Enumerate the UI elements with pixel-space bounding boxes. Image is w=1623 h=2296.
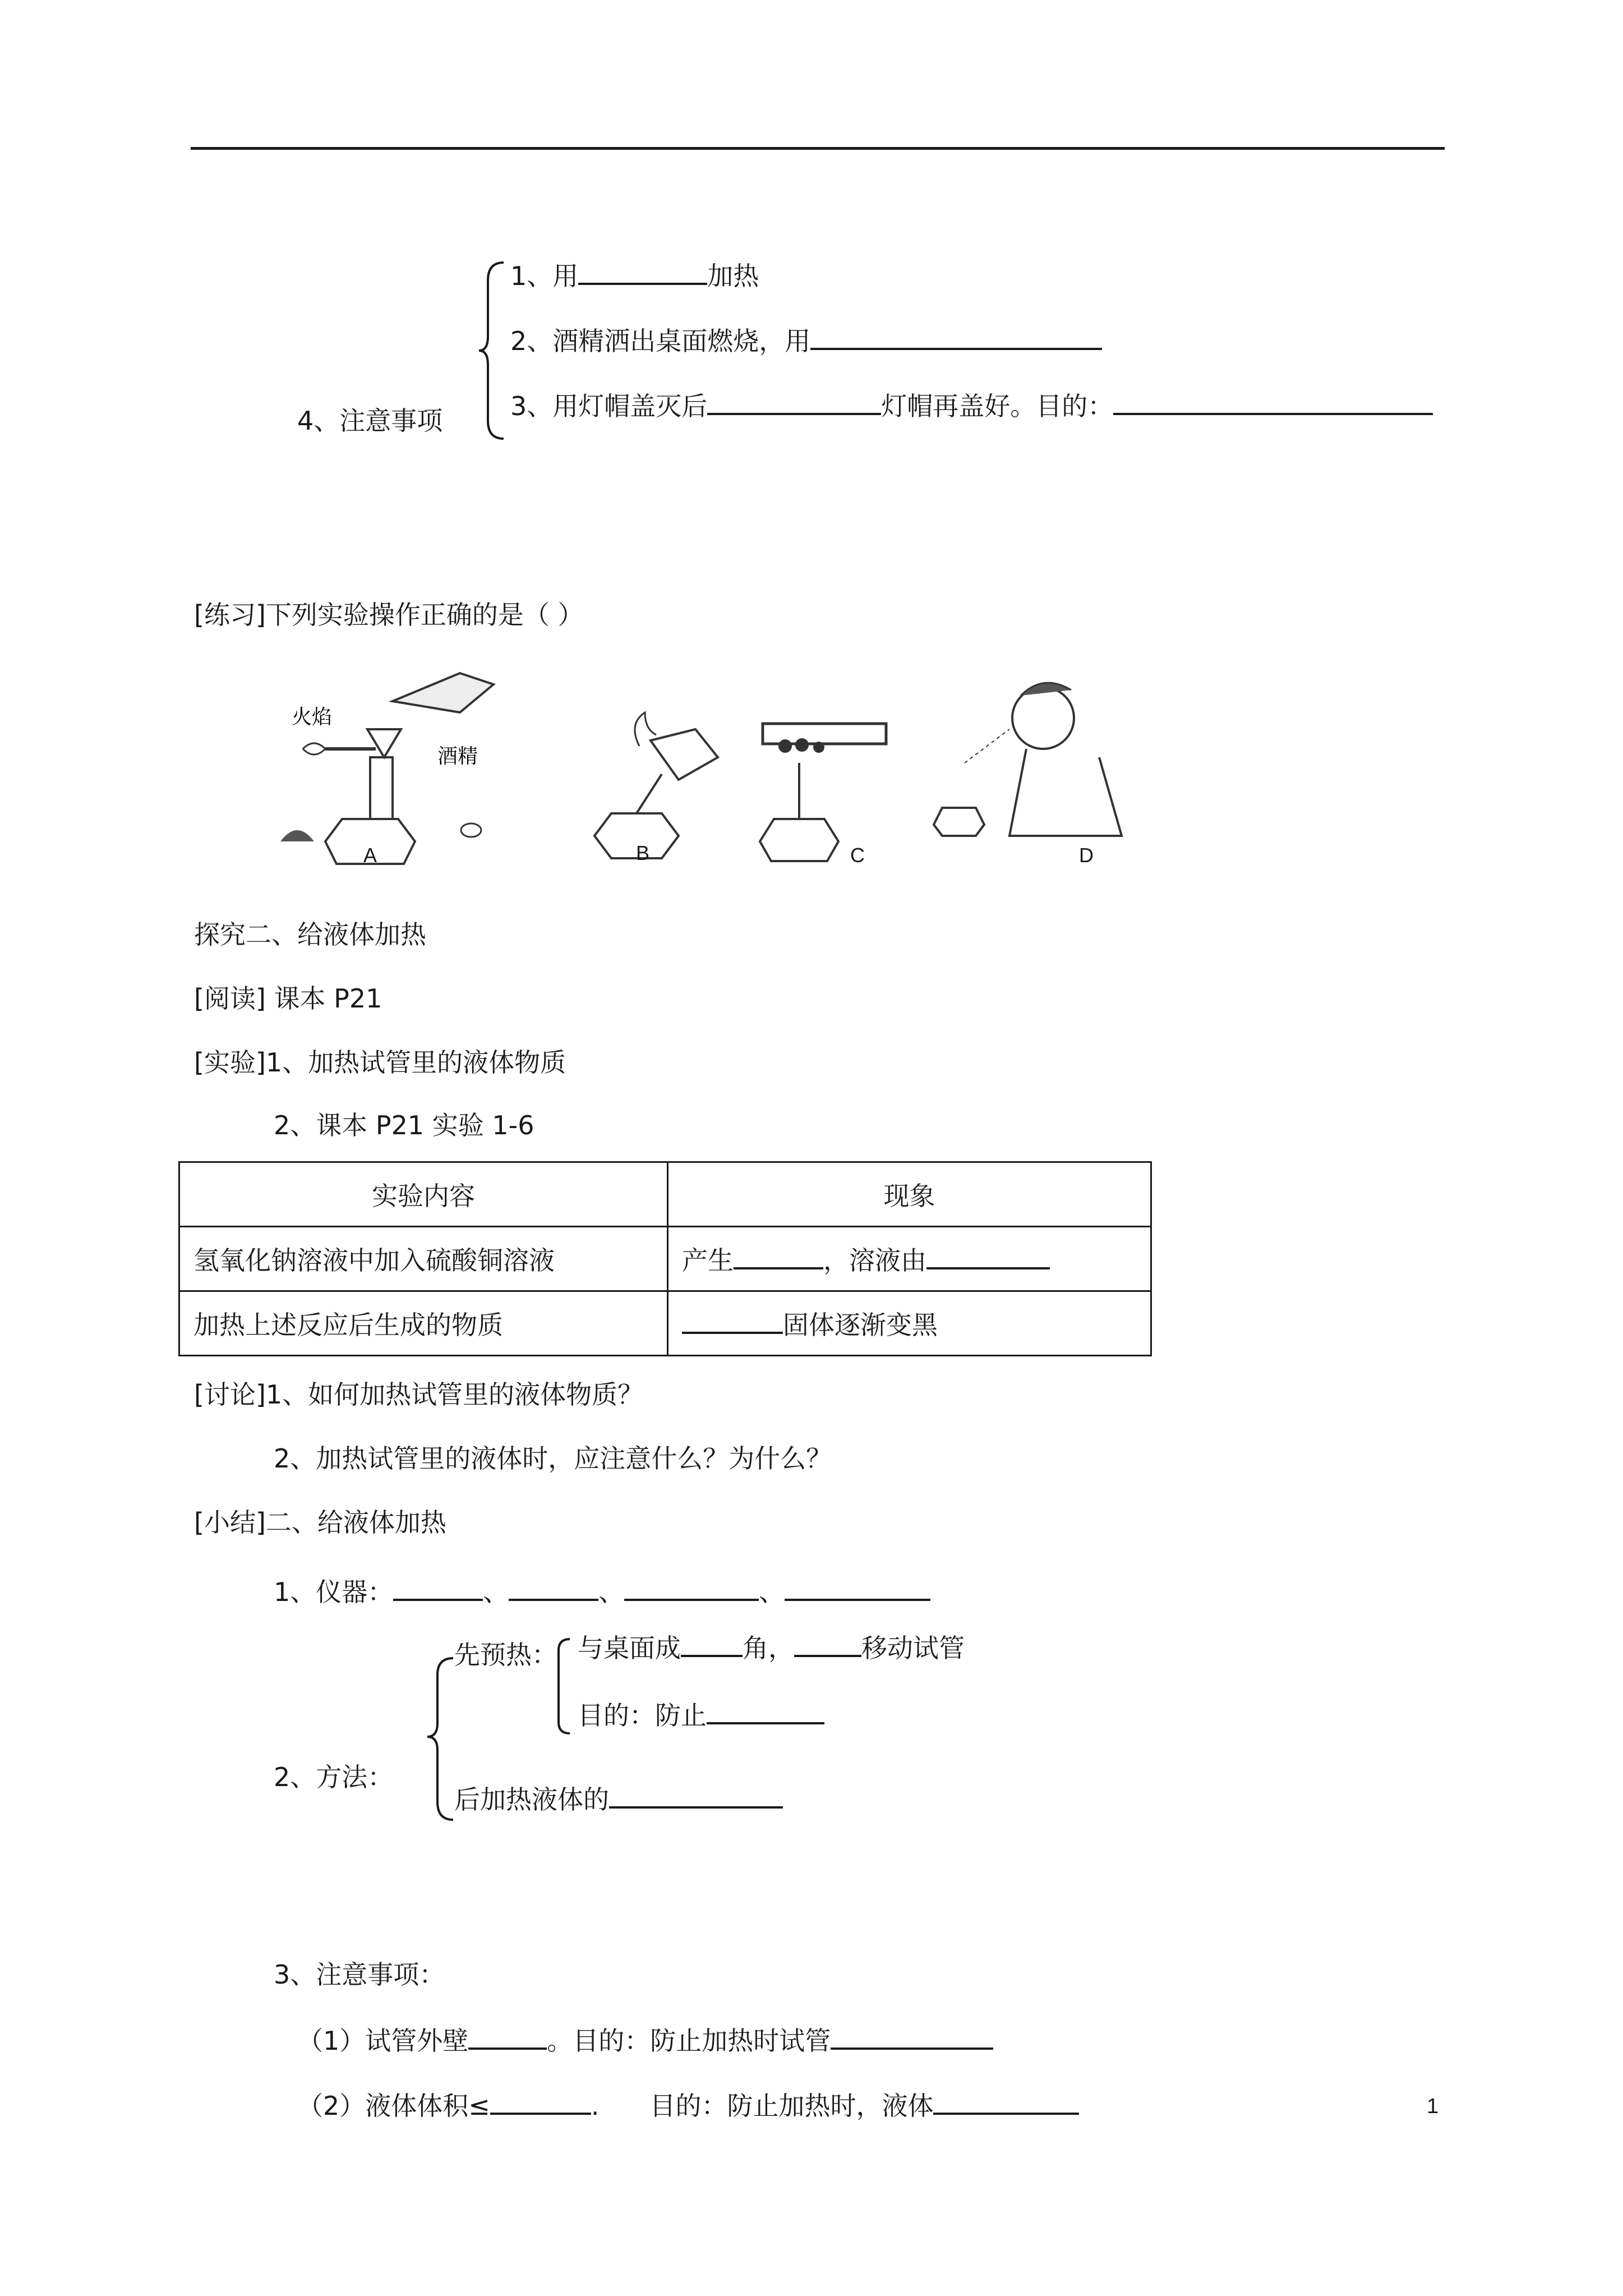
blank	[926, 1243, 1050, 1269]
brace-icon	[477, 258, 510, 443]
blank	[681, 1630, 743, 1657]
header-rule	[191, 147, 1445, 150]
table-cell: 加热上述反应后生成的物质	[179, 1291, 668, 1356]
blank	[707, 388, 881, 415]
blank	[509, 1574, 598, 1601]
blank	[393, 1574, 483, 1601]
blank	[794, 1630, 861, 1657]
blank	[578, 258, 707, 285]
option-d: D	[1079, 844, 1094, 867]
option-b: B	[636, 841, 650, 864]
table-cell: 固体逐渐变黑	[668, 1291, 1151, 1356]
preheat-line2: 目的：防止	[578, 1697, 824, 1732]
explore2-exp2: 2、课本 P21 实验 1-6	[274, 1110, 534, 1140]
practice-question: [练习]下列实验操作正确的是（ ）	[194, 600, 584, 630]
summary-title: [小结]二、给液体加热	[194, 1507, 446, 1538]
blank	[810, 323, 1102, 350]
discuss-q2: 2、加热试管里的液体时，应注意什么？为什么？	[274, 1443, 832, 1474]
explore2-read: [阅读] 课本 P21	[194, 983, 382, 1014]
table-cell: 氢氧化钠溶液中加入硫酸铜溶液	[179, 1227, 668, 1291]
after-heat: 后加热液体的	[454, 1782, 783, 1816]
note2: （2）液体体积≤ . 目的：防止加热时，液体	[297, 2088, 1079, 2123]
table-row	[179, 1227, 1151, 1291]
preheat-line1: 与桌面成 角， 移动试管	[578, 1630, 965, 1665]
table-header-row	[179, 1162, 1151, 1227]
method-label: 2、方法：	[274, 1762, 394, 1792]
brace-icon	[425, 1655, 459, 1823]
experiment-table	[178, 1161, 1152, 1356]
blank	[707, 1697, 824, 1724]
discuss-q1: [讨论]1、如何加热试管里的液体物质？	[194, 1379, 644, 1410]
table-header: 现象	[668, 1162, 1151, 1227]
section4-item1: 1、用 加热	[510, 258, 759, 293]
section4-item2: 2、酒精洒出桌面燃烧，用	[510, 323, 1102, 358]
summary-instruments: 1、仪器： 、 、 、	[274, 1574, 930, 1609]
blank	[468, 2023, 547, 2050]
blank	[734, 1243, 823, 1269]
svg-text:酒精: 酒精	[437, 744, 478, 767]
experiment-figures	[269, 651, 1155, 886]
notes-title: 3、注意事项：	[274, 1959, 445, 1990]
table-cell: 产生 ，溶液由	[668, 1227, 1151, 1291]
figure-b-icon	[594, 712, 718, 858]
blank	[785, 1574, 930, 1601]
explore2-title: 探究二、给液体加热	[194, 919, 426, 950]
section4-title: 4、注意事项	[297, 406, 443, 436]
blank	[624, 1574, 759, 1601]
blank	[831, 2023, 993, 2050]
note1: （1）试管外壁 。目的：防止加热时试管	[297, 2023, 993, 2058]
blank	[933, 2088, 1079, 2115]
section4-item3: 3、用灯帽盖灭后 灯帽再盖好。目的：	[510, 388, 1433, 423]
blank	[1113, 388, 1433, 415]
explore2-exp1: [实验]1、加热试管里的液体物质	[194, 1047, 566, 1078]
table-header: 实验内容	[179, 1162, 668, 1227]
option-a: A	[363, 844, 377, 867]
preheat-label: 先预热：	[454, 1640, 557, 1670]
blank	[609, 1782, 783, 1809]
blank	[490, 2088, 591, 2115]
table-row	[179, 1291, 1151, 1356]
blank	[682, 1307, 783, 1334]
option-c: C	[850, 844, 865, 867]
page-number: 1	[1427, 2095, 1439, 2118]
figure-d-icon	[934, 683, 1122, 836]
svg-text:火焰: 火焰	[292, 705, 333, 728]
figure-c-icon	[760, 724, 886, 861]
figure-a-icon	[280, 673, 494, 864]
